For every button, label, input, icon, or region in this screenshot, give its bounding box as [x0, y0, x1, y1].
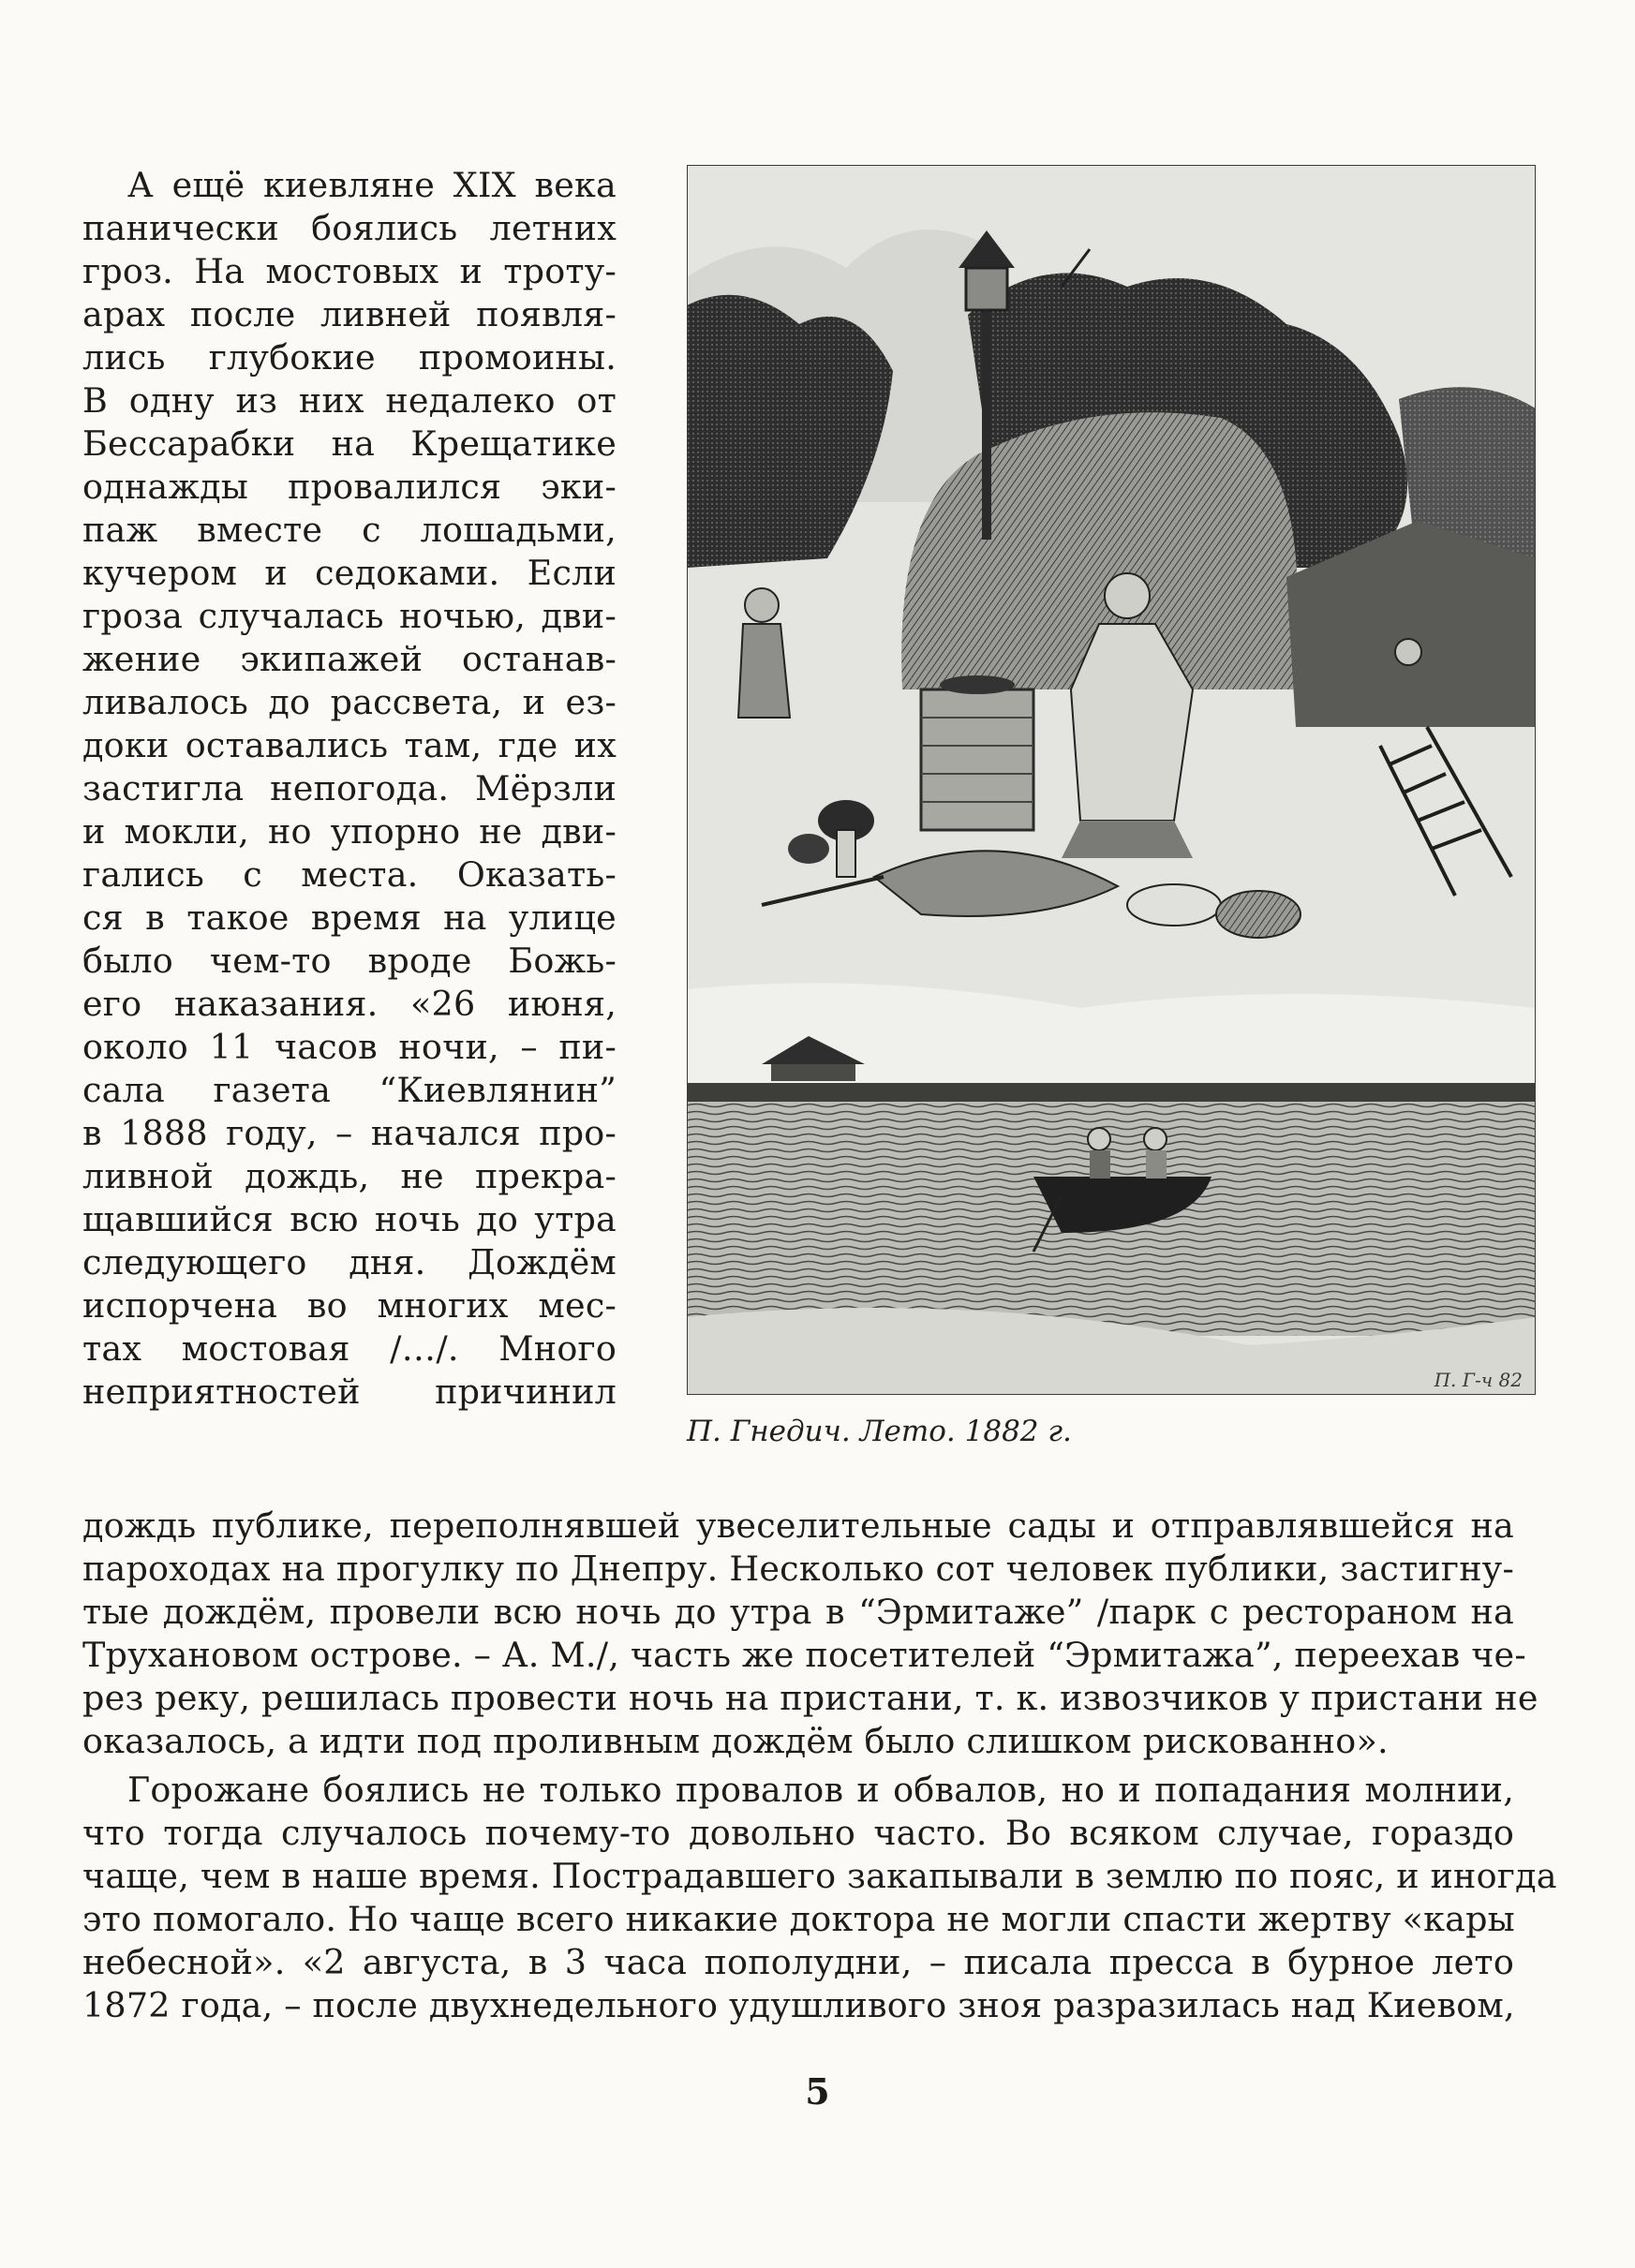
- engraving-image: [687, 165, 1536, 1395]
- text-line: тах мостовая /…/. Много: [82, 1328, 617, 1369]
- text-line: его наказания. «26 июня,: [82, 984, 617, 1024]
- page-number: 5: [805, 2070, 830, 2112]
- text-line: небесной». «2 августа, в 3 часа пополудни, – писала пресса в бурное лето: [82, 1942, 1514, 1982]
- text-line: 1872 года, – после двухнедельного удушливого зноя разразилась над Киевом,: [82, 1985, 1515, 2025]
- text-line: арах после ливней появля-: [82, 294, 617, 334]
- text-line: в 1888 году, – начался про-: [82, 1113, 617, 1153]
- text-line: и мокли, но упорно не дви-: [82, 811, 617, 852]
- text-line: гроз. На мостовых и троту-: [82, 251, 617, 291]
- text-line: застигла непогода. Мёрзли: [82, 768, 617, 808]
- text-line: неприятностей причинил: [82, 1371, 617, 1412]
- text-line: В одну из них недалеко от: [82, 380, 617, 421]
- text-line: испорчена во многих мес-: [82, 1285, 617, 1326]
- text-line: ливалось до рассвета, и ез-: [82, 682, 617, 722]
- text-line: было чем-то вроде Божь-: [82, 941, 617, 981]
- engraving-illustration: [687, 165, 1536, 1395]
- text-line: гались с места. Оказать-: [82, 854, 617, 895]
- text-line: А ещё киевляне XIX века: [127, 165, 617, 205]
- text-line: панически боялись летних: [82, 208, 617, 248]
- text-line: однажды провалился эки-: [82, 467, 617, 507]
- text-line: лись глубокие промоины.: [82, 337, 617, 378]
- text-line: Трухановом острове. – А. М./, часть же посетителей “Эрмитажа”, переехав че-: [82, 1635, 1526, 1675]
- text-line: это помогало. Но чаще всего никакие доктора не могли спасти жертву «кары: [82, 1899, 1515, 1939]
- text-line: доки оставались там, где их: [82, 725, 617, 765]
- text-line: щавшийся всю ночь до утра: [82, 1199, 617, 1239]
- text-line: что тогда случалось почему-то довольно часто. Во всяком случае, гораздо: [82, 1813, 1514, 1853]
- text-line: Горожане боялись не только провалов и обвалов, но и попадания молнии,: [127, 1770, 1514, 1810]
- text-line: дождь публике, переполнявшей увеселительные сады и отправлявшейся на: [82, 1505, 1514, 1546]
- text-line: оказалось, а идти под проливным дождём было слишком рискованно».: [82, 1721, 1389, 1761]
- text-line: сала газета “Киевлянин”: [82, 1070, 617, 1110]
- text-line: около 11 часов ночи, – пи-: [82, 1027, 617, 1067]
- text-line: рез реку, решилась провести ночь на пристани, т. к. извозчиков у пристани не: [82, 1678, 1538, 1718]
- text-line: ливной дождь, не прекра-: [82, 1156, 617, 1196]
- engraving-signature: П. Г-ч 82: [1434, 1369, 1523, 1391]
- text-line: пароходах на прогулку по Днепру. Несколько сот человек публики, застигну-: [82, 1549, 1514, 1589]
- text-line: тые дождём, провели всю ночь до утра в “Эрмитаже” /парк с рестораном на: [82, 1592, 1514, 1632]
- text-line: чаще, чем в наше время. Пострадавшего закапывали в землю по пояс, и иногда: [82, 1856, 1557, 1896]
- text-line: следующего дня. Дождём: [82, 1242, 617, 1282]
- text-line: кучером и седоками. Если: [82, 553, 617, 593]
- figure-caption: П. Гнедич. Лето. 1882 г.: [687, 1415, 1072, 1448]
- text-line: жение экипажей останав-: [82, 639, 617, 679]
- text-line: паж вместе с лошадьми,: [82, 510, 617, 550]
- text-line: ся в такое время на улице: [82, 897, 617, 938]
- text-line: Бессарабки на Крещатике: [82, 423, 617, 464]
- text-line: гроза случалась ночью, дви-: [82, 596, 617, 636]
